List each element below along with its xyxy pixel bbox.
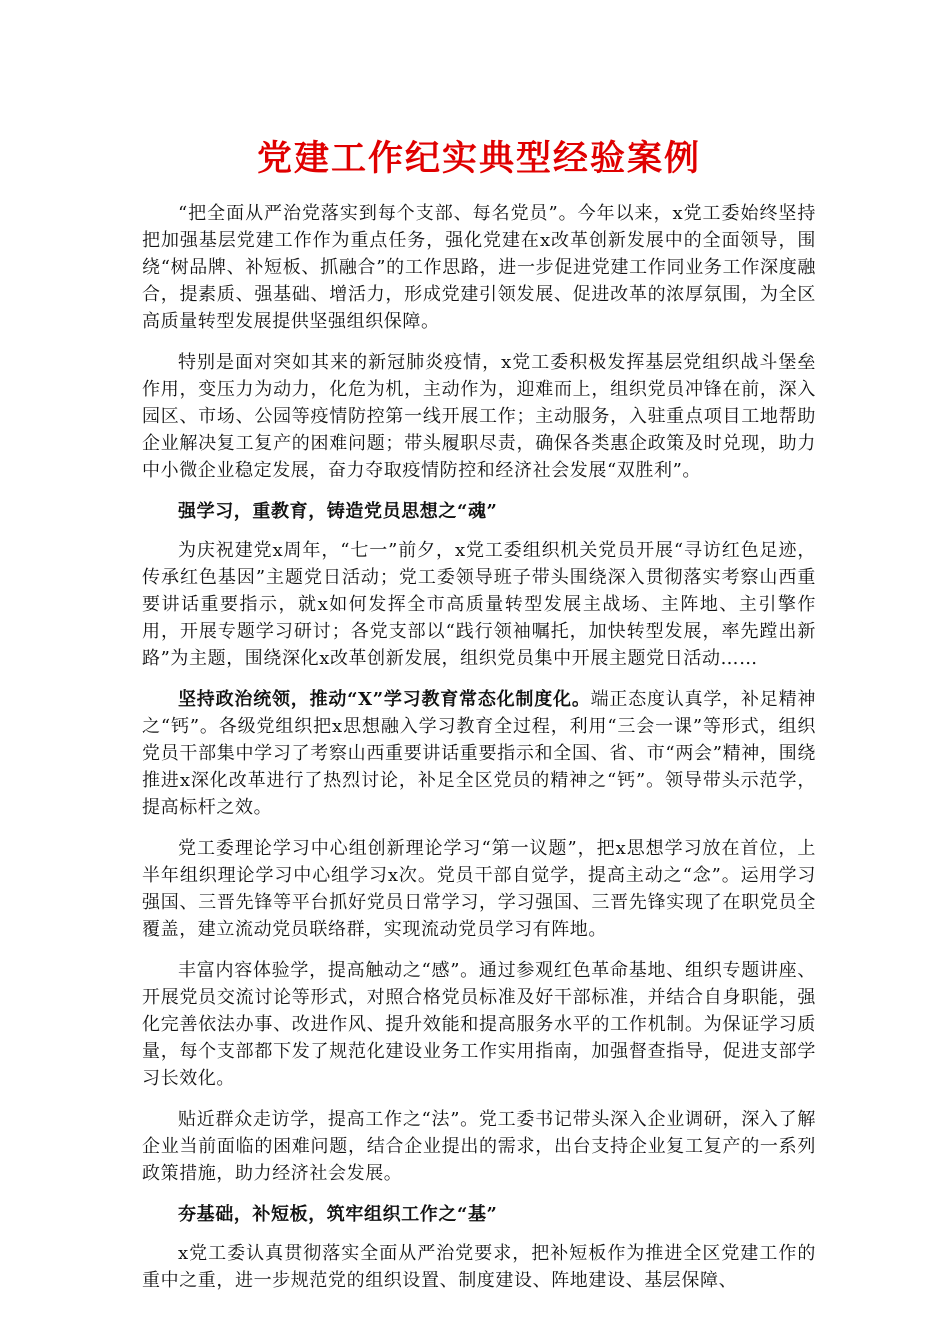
document-title: 党建工作纪实典型经验案例 <box>256 139 701 179</box>
paragraph-theory-study: 党工委理论学习中心组创新理论学习“第一议题”，把x思想学习放在首位，上半年组织理论学习中心组学习x次。党员干部自觉学，提高主动之“念”。运用学习强国、三晋先锋等平台抓好党员日常学习，学习强国、三晋先锋实现了在职党员全覆盖，建立流动党员联络群，实现流动党员学习有阵地。 <box>142 838 816 940</box>
paragraph-lead-bold: 坚持政治统领，推动“X”学习教育常态化制度化。 <box>178 689 591 710</box>
paragraph-visit-study: 贴近群众走访学，提高工作之“法”。党工委书记带头深入企业调研，深入了解企业当前面临的困难问题，结合企业提出的需求，出台支持企业复工复产的一系列政策措施，助力经济社会发展。 <box>142 1109 816 1184</box>
paragraph-experience-study: 丰富内容体验学，提高触动之“感”。通过参观红色革命基地、组织专题讲座、开展党员交流讨论等形式，对照合格党员标准及好干部标准，并结合自身职能，强化完善依法办事、改进作风、提升效能和提高服务水平的工作机制。为保证学习质量，每个支部都下发了规范化建设业务工作实用指南，加强督查指导，促进支部学习长效化。 <box>142 960 816 1089</box>
paragraph-epidemic: 特别是面对突如其来的新冠肺炎疫情，x党工委积极发挥基层党组织战斗堡垒作用，变压力为动力，化危为机，主动作为，迎难而上，组织党员冲锋在前，深入园区、市场、公园等疫情防控第一线开展工作；主动服务，入驻重点项目工地帮助企业解决复工复产的困难问题；带头履职尽责，确保各类惠企政策及时兑现，助力中小微企业稳定发展，奋力夺取疫情防控和经济社会发展“双胜利”。 <box>142 352 816 481</box>
paragraph-political-leadership <box>142 686 816 821</box>
section-heading-study: 强学习，重教育，铸造党员思想之“魂” <box>178 501 498 522</box>
paragraph-strict-governance: x党工委认真贯彻落实全面从严治党要求，把补短板作为推进全区党建工作的重中之重，进一步规范党的组织设置、制度建设、阵地建设、基层保障、 <box>142 1243 816 1291</box>
paragraph-intro: “把全面从严治党落实到每个支部、每名党员”。今年以来，x党工委始终坚持把加强基层党建工作作为重点任务，强化党建在x改革创新发展中的全面领导，围绕“树品牌、补短板、抓融合”的工作思路，进一步促进党建工作同业务工作深度融合，提素质、强基础、增活力，形成党建引领发展、促进改革的浓厚氛围，为全区高质量转型发展提供坚强组织保障。 <box>142 203 816 332</box>
section-heading-foundation: 夯基础，补短板，筑牢组织工作之“基” <box>178 1204 498 1225</box>
paragraph-body: 端正态度认真学，补足精神之“钙”。各级党组织把x思想融入学习教育全过程，利用“三会一课”等形式，组织党员干部集中学习了考察山西重要讲话重要指示和全国、省、市“两会”精神，围绕推进x深化改革进行了热烈讨论，补足全区党员的精神之“钙”。领导带头示范学，提高标杆之效。 <box>142 689 816 818</box>
paragraph-anniversary: 为庆祝建党x周年，“七一”前夕，x党工委组织机关党员开展“寻访红色足迹，传承红色基因”主题党日活动；党工委领导班子带头围绕深入贯彻落实考察山西重要讲话重要指示，就x如何发挥全市高质量转型发展主战场、主阵地、主引擎作用，开展专题学习研讨；各党支部以“践行领袖嘱托，加快转型发展，率先蹚出新路”为主题，围绕深化x改革创新发展，组织党员集中开展主题党日活动…… <box>142 540 816 669</box>
